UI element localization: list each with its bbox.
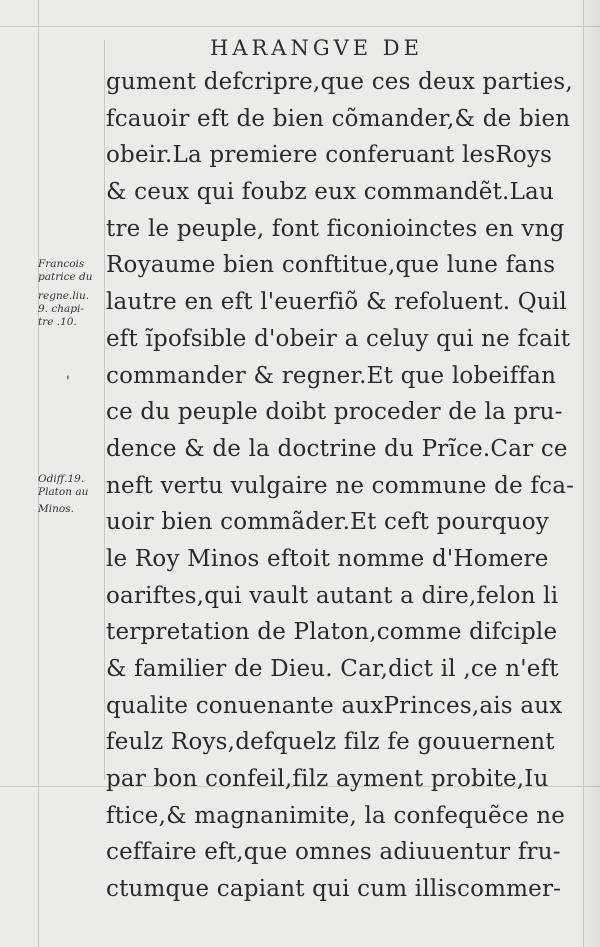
body-line: tre le peuple, font ficonioinctes en vng: [106, 215, 565, 242]
body-line: dence & de la doctrine du Prĩce.Car ce: [106, 435, 568, 462]
margin-note-line: tre .10.: [38, 316, 77, 328]
page-edge-shadow: [580, 0, 600, 947]
body-text: [106, 64, 576, 908]
margin-rule-text: [104, 40, 105, 780]
running-head: HARANGVE DE: [210, 36, 423, 60]
header-rule: [0, 26, 600, 27]
margin-note-line: 9. chapi-: [38, 303, 84, 315]
margin-note-line: regne.liu.: [38, 290, 90, 302]
body-line: & ceux qui foubz eux commandẽt.Lau: [106, 179, 554, 206]
body-line: Royaume bien conftitue,que lune fans: [106, 252, 556, 279]
margin-note-line: patrice du: [38, 271, 93, 283]
body-line: fcauoir eft de bien cõmander,& de bien: [106, 105, 571, 132]
body-line: eft ĩpofsible d'obeir a celuy qui ne fcait: [106, 325, 571, 352]
body-line: ce du peuple doibt proceder de la pru-: [106, 399, 563, 426]
body-line: commander & regner.Et que lobeiffan: [106, 362, 557, 389]
pilcrow-mark: ': [66, 374, 70, 390]
body-line: & familier de Dieu. Car,dict il ,ce n'eft: [106, 656, 559, 682]
body-line: feulz Roys,defquelz filz fe gouuernent: [106, 729, 555, 756]
body-line: gument defcripre,que ces deux parties,: [106, 69, 573, 95]
margin-note-line: Minos.: [38, 503, 74, 515]
body-line: uoir bien commãder.Et ceft pourquoy: [106, 509, 549, 536]
body-line: ctumque capiant qui cum illiscommer-: [106, 876, 562, 903]
body-line: obeir.La premiere conferuant lesRoys: [106, 142, 553, 169]
body-line: neft vertu vulgaire ne commune de fca-: [106, 472, 575, 499]
margin-note-line: Odiff.19.: [38, 473, 85, 485]
margin-note-odiss: [38, 473, 108, 516]
body-line: oariftes,qui vault autant a dire,felon li: [106, 582, 559, 609]
body-line: lautre en eft l'euerfiõ & refoluent. Quil: [106, 289, 567, 316]
margin-note-francois: [38, 258, 108, 329]
body-line: par bon confeil,filz ayment probite,Iu: [106, 766, 549, 793]
margin-note-line: Francois: [38, 258, 85, 270]
margin-note-line: Platon au: [38, 486, 89, 498]
body-line: le Roy Minos eftoit nomme d'Homere: [106, 545, 549, 572]
body-line: ceffaire eft,que omnes adiuuentur fru-: [106, 839, 561, 866]
body-line: ftice,& magnanimite, la confequẽce ne: [106, 802, 566, 829]
body-line: qualite conuenante auxPrinces,ais aux: [106, 692, 563, 719]
body-line: terpretation de Platon,comme difciple: [106, 619, 558, 646]
